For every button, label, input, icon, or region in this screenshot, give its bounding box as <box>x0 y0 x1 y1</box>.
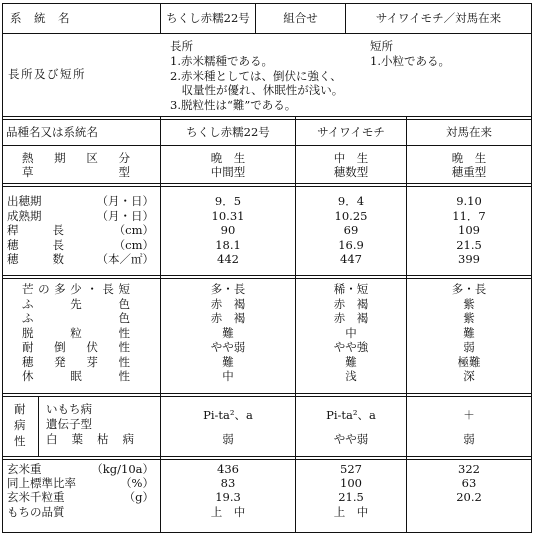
row-label-part: 伏 <box>86 340 98 354</box>
table-cell: 399 <box>458 252 480 266</box>
row-label <box>7 253 64 266</box>
row-label-part: 穂 <box>22 354 34 369</box>
row-label-part: 性 <box>118 340 130 354</box>
row-label-part: 枯 <box>97 432 109 446</box>
table-cell: 442 <box>217 252 239 266</box>
table-double-rule <box>2 183 532 187</box>
row-label-part: ・ <box>86 282 98 296</box>
table-cell: 赤 褐 <box>333 311 369 325</box>
table-cell: 10.31 <box>211 208 245 223</box>
table-cell: Pi-ta²、a <box>203 408 253 422</box>
table-cell: 晩 生 <box>451 151 487 165</box>
table-double-rule <box>2 116 532 120</box>
table-cell: ＋ <box>463 408 475 422</box>
row-unit-text: （本／㎡） <box>96 252 154 266</box>
table-cell: 20.2 <box>456 490 482 505</box>
row-label-part: 性 <box>118 325 130 340</box>
row-label-part: 耐 <box>22 340 34 354</box>
table-cell: 難 <box>222 354 234 369</box>
table-cell: 多・長 <box>210 282 246 296</box>
row-label-part: 白 <box>46 432 58 446</box>
table-cell: 穂重型 <box>451 164 487 179</box>
row-unit <box>70 253 154 266</box>
row-label <box>7 224 64 237</box>
table-cell: 69 <box>343 223 359 237</box>
row-label-part: 質 <box>53 504 65 519</box>
row-label-part: 色 <box>118 311 130 325</box>
row-label-part: 型 <box>118 164 130 179</box>
column-variety-1: ちくし赤糯22号 <box>186 125 270 139</box>
table-cell: 中 <box>222 369 234 383</box>
row-label <box>46 418 134 431</box>
row-label-part: 稈 <box>7 223 19 237</box>
columns-label: 品種名又は系統名 <box>6 125 98 139</box>
table-cell: 527 <box>340 462 362 476</box>
table-cell: 10.25 <box>334 208 368 223</box>
row-unit-text: （cm） <box>113 223 154 237</box>
row-label-part: 出穂期 <box>7 194 42 208</box>
table-rule <box>2 145 532 146</box>
column-variety-3: 対馬在来 <box>446 125 492 139</box>
table-cell: 中 <box>345 325 357 340</box>
row-label-part: 倒 <box>54 340 66 354</box>
table-cell: 436 <box>217 462 239 476</box>
header-cross-label: 組合せ <box>283 11 318 25</box>
table-rule <box>531 3 532 532</box>
demerits-heading: 短所 <box>370 39 393 53</box>
row-label <box>22 356 130 369</box>
row-label <box>22 152 130 165</box>
row-label-part: 玄米重 <box>7 462 42 476</box>
table-cell: 紫 <box>463 311 475 325</box>
row-unit <box>70 477 154 490</box>
table-cell: 90 <box>220 223 236 237</box>
row-unit-text: （g） <box>123 490 154 505</box>
row-label-part: 遺伝子型 <box>46 417 92 431</box>
table-cell: 中間型 <box>210 164 246 179</box>
table-cell: やや強 <box>333 340 369 354</box>
table-cell: 21.5 <box>456 237 482 252</box>
row-unit <box>70 239 154 252</box>
row-label-part: ふ <box>22 311 34 325</box>
table-cell: やや弱 <box>210 340 246 354</box>
row-label <box>7 239 64 252</box>
row-label-part: 発 <box>54 354 66 369</box>
row-label-part: 眠 <box>70 369 82 383</box>
row-label-part: 粒 <box>70 325 82 340</box>
table-cell: 18.1 <box>215 237 241 252</box>
row-label-part: 少 <box>70 282 82 296</box>
table-cell: 深 <box>463 369 475 383</box>
table-cell: 9.10 <box>456 194 482 208</box>
row-label <box>46 433 134 446</box>
table-cell: 紫 <box>463 296 475 311</box>
table-cell: 難 <box>463 325 475 340</box>
table-cell: 11．7 <box>452 208 486 223</box>
row-label-part: 性 <box>118 354 130 369</box>
table-cell: 63 <box>461 476 477 491</box>
table-cell: 中 生 <box>333 151 369 165</box>
header-cross-value: サイワイモチ／対馬在来 <box>375 11 502 25</box>
row-label-part: 穂 <box>7 237 19 252</box>
row-label-part: 品 <box>41 504 53 519</box>
row-label-part: 休 <box>22 369 34 383</box>
row-label-part: 区 <box>86 151 98 165</box>
table-cell: 赤 褐 <box>210 311 246 325</box>
row-label-part: 脱 <box>22 325 34 340</box>
table-double-rule <box>2 275 532 279</box>
row-label <box>7 463 64 476</box>
row-unit-text: （kg/10a） <box>91 462 154 476</box>
table-cell: 赤 褐 <box>333 296 369 311</box>
row-unit <box>70 463 154 476</box>
table-cell: 109 <box>458 223 480 237</box>
row-label-part: 長 <box>52 223 64 237</box>
header-label: 系 統 名 <box>10 11 70 25</box>
merits-heading: 長所 <box>170 39 193 53</box>
table-double-rule <box>2 393 532 397</box>
row-label-part: 長 <box>102 282 114 296</box>
table-cell: 難 <box>345 354 357 369</box>
row-label-part: 長 <box>52 237 64 252</box>
row-unit-text: （月・日） <box>96 194 154 208</box>
row-label-part: の <box>38 282 50 296</box>
row-unit <box>70 210 154 223</box>
table-cell: 稀・短 <box>333 282 369 296</box>
row-unit-text: （cm） <box>113 237 154 252</box>
row-label <box>22 298 130 311</box>
row-unit-text: （%） <box>120 476 154 491</box>
row-label-part: ち <box>18 504 30 519</box>
table-cell: 83 <box>220 476 236 491</box>
table-cell: 21.5 <box>338 490 364 505</box>
row-label-part: 色 <box>118 296 130 311</box>
table-cell: 晩 生 <box>210 151 246 165</box>
row-label-part: 病 <box>122 432 134 446</box>
table-rule <box>2 3 3 532</box>
row-label-part: いもち病 <box>46 402 92 416</box>
table-cell: Pi-ta²、a <box>326 408 376 422</box>
table-cell: 322 <box>458 462 480 476</box>
merits-label: 長所及び短所 <box>8 67 86 81</box>
table-cell: 100 <box>340 476 362 491</box>
merits-list: 1.赤米糯種である。 2.赤米種としては、倒伏に強く、 収量性が優れ、休眠性が浅い。 3.脱粒性は“難”である。 <box>170 54 344 112</box>
row-label <box>22 327 130 340</box>
row-label-part: 成熟期 <box>7 208 42 223</box>
disease-side-label: 病 <box>14 418 26 432</box>
row-unit-text: （月・日） <box>96 208 154 223</box>
table-cell: 弱 <box>463 432 475 446</box>
row-label-part: 数 <box>52 252 64 266</box>
disease-side-label: 性 <box>14 434 26 448</box>
table-rule <box>2 532 532 533</box>
row-label-part: 芽 <box>86 354 98 369</box>
demerits-list: 1.小粒である。 <box>370 54 450 68</box>
row-label-part: も <box>7 504 19 519</box>
row-label-part: 同上標準比率 <box>7 476 76 491</box>
table-cell: 9．4 <box>337 194 365 208</box>
row-label <box>7 210 64 223</box>
row-label-part: 短 <box>118 282 130 296</box>
row-label-part: 分 <box>118 151 130 165</box>
table-cell: 弱 <box>463 340 475 354</box>
header-line-name: ちくし赤糯22号 <box>166 11 250 25</box>
row-label <box>22 166 130 179</box>
row-label <box>22 283 130 296</box>
table-rule <box>38 396 39 456</box>
row-label-part: 熱 <box>22 151 34 165</box>
row-label <box>7 476 76 491</box>
table-cell: やや弱 <box>333 432 369 446</box>
table-cell: 9．5 <box>214 194 242 208</box>
row-unit <box>70 224 154 237</box>
row-label-part: 葉 <box>71 432 83 446</box>
row-label-part: 期 <box>54 151 66 165</box>
table-cell: 浅 <box>345 369 357 383</box>
table-cell: 上 中 <box>210 504 246 519</box>
table-rule <box>2 3 532 4</box>
table-cell: 上 中 <box>333 504 369 519</box>
disease-side-label: 耐 <box>14 402 26 416</box>
table-cell: 穂数型 <box>333 164 369 179</box>
table-cell: 多・長 <box>451 282 487 296</box>
row-label-part: 性 <box>118 369 130 383</box>
row-unit <box>70 195 154 208</box>
row-label-part: 先 <box>70 296 82 311</box>
row-label-part: 多 <box>54 282 66 296</box>
row-label <box>7 506 64 519</box>
table-cell: 赤 褐 <box>210 296 246 311</box>
row-label-part: 穂 <box>7 252 19 266</box>
table-double-rule <box>2 456 532 460</box>
row-unit <box>70 491 154 504</box>
table-cell: 難 <box>222 325 234 340</box>
row-label-part: 草 <box>22 164 34 179</box>
table-cell: 447 <box>340 252 362 266</box>
row-label-part: ふ <box>22 296 34 311</box>
table-cell: 極難 <box>457 354 481 369</box>
row-label <box>22 370 130 383</box>
row-label-part: の <box>30 504 42 519</box>
row-label-part: 玄米千粒重 <box>7 490 65 505</box>
row-label <box>46 403 134 416</box>
table-cell: 弱 <box>222 432 234 446</box>
row-label <box>7 491 64 504</box>
column-variety-2: サイワイモチ <box>317 125 385 139</box>
row-label <box>7 195 64 208</box>
row-label <box>22 341 130 354</box>
table-rule <box>2 33 532 34</box>
table-cell: 19.3 <box>215 490 241 505</box>
table-cell: 16.9 <box>338 237 364 252</box>
row-label-part: 芒 <box>22 282 34 296</box>
row-label <box>22 312 130 325</box>
